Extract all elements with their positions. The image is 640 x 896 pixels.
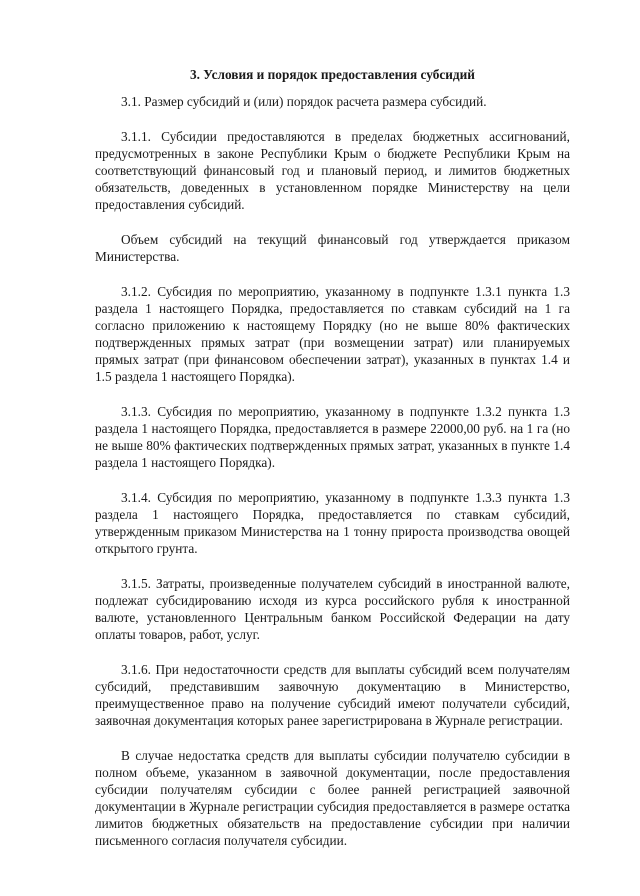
paragraph-budget-volume: Объем субсидий на текущий финансовый год утверждается приказом Министерства. [95, 232, 570, 264]
paragraph-3-1-3: 3.1.3. Субсидия по мероприятию, указанному в подпункте 1.3.2 пункта 1.3 раздела 1 настоящего Порядка, предоставляется в размере 22000,00 руб. на 1 га (но не выше 80% фактических подтвержденных прямых затрат, указанных в пункте 1.4 раздела 1 настоящего Порядка). [95, 404, 570, 470]
paragraph-3-1-2: 3.1.2. Субсидия по мероприятию, указанному в подпункте 1.3.1 пункта 1.3 раздела 1 настоящего Порядка, предоставляется по ставкам субсидий на 1 га согласно приложению к настоящему Порядку (но не выше 80% фактических подтвержденных прямых затрат (при возмещении затрат) или планируемых прямых затрат (при финансовом обеспечении затрат), указанных в пунктах 1.4 и 1.5 раздела 1 настоящего Порядка). [95, 284, 570, 384]
paragraph-3-1: 3.1. Размер субсидий и (или) порядок расчета размера субсидий. [121, 94, 487, 109]
section-title: 3. Условия и порядок предоставления субсидий [190, 67, 475, 82]
paragraph-3-1-4: 3.1.4. Субсидия по мероприятию, указанному в подпункте 1.3.3 пункта 1.3 раздела 1 настоящего Порядка, предоставляется по ставкам субсидий, утвержденным приказом Министерства на 1 тонну прироста производства овощей открытого грунта. [95, 490, 570, 556]
paragraph-3-1-6: 3.1.6. При недостаточности средств для выплаты субсидий всем получателям субсидий, представившим заявочную документацию в Министерство, преимущественное право на получение субсидий имеют получатели субсидий, заявочная документация которых ранее зарегистрирована в Журнале регистрации. [95, 662, 570, 728]
document-body [95, 66, 570, 849]
paragraph-shortage: В случае недостатка средств для выплаты субсидии получателю субсидии в полном объеме, указанном в заявочной документации, после предоставления субсидии получателям субсидии с более ранней регистрацией заявочной документации в Журнале регистрации субсидия предоставляется в размере остатка лимитов бюджетных обязательств на предоставление субсидии при наличии письменного согласия получателя субсидии. [95, 748, 570, 848]
paragraph-3-1-5: 3.1.5. Затраты, произведенные получателем субсидий в иностранной валюте, подлежат субсидированию исходя из курса российского рубля к иностранной валюте, установленного Центральным банком Российской Федерации на дату оплаты товаров, работ, услуг. [95, 576, 570, 642]
paragraph-3-1-1: 3.1.1. Субсидии предоставляются в пределах бюджетных ассигнований, предусмотренных в законе Республики Крым о бюджете Республики Крым на соответствующий финансовый год и плановый период, и лимитов бюджетных обязательств, доведенных в установленном порядке Министерству на цели предоставления субсидий. [95, 129, 570, 212]
